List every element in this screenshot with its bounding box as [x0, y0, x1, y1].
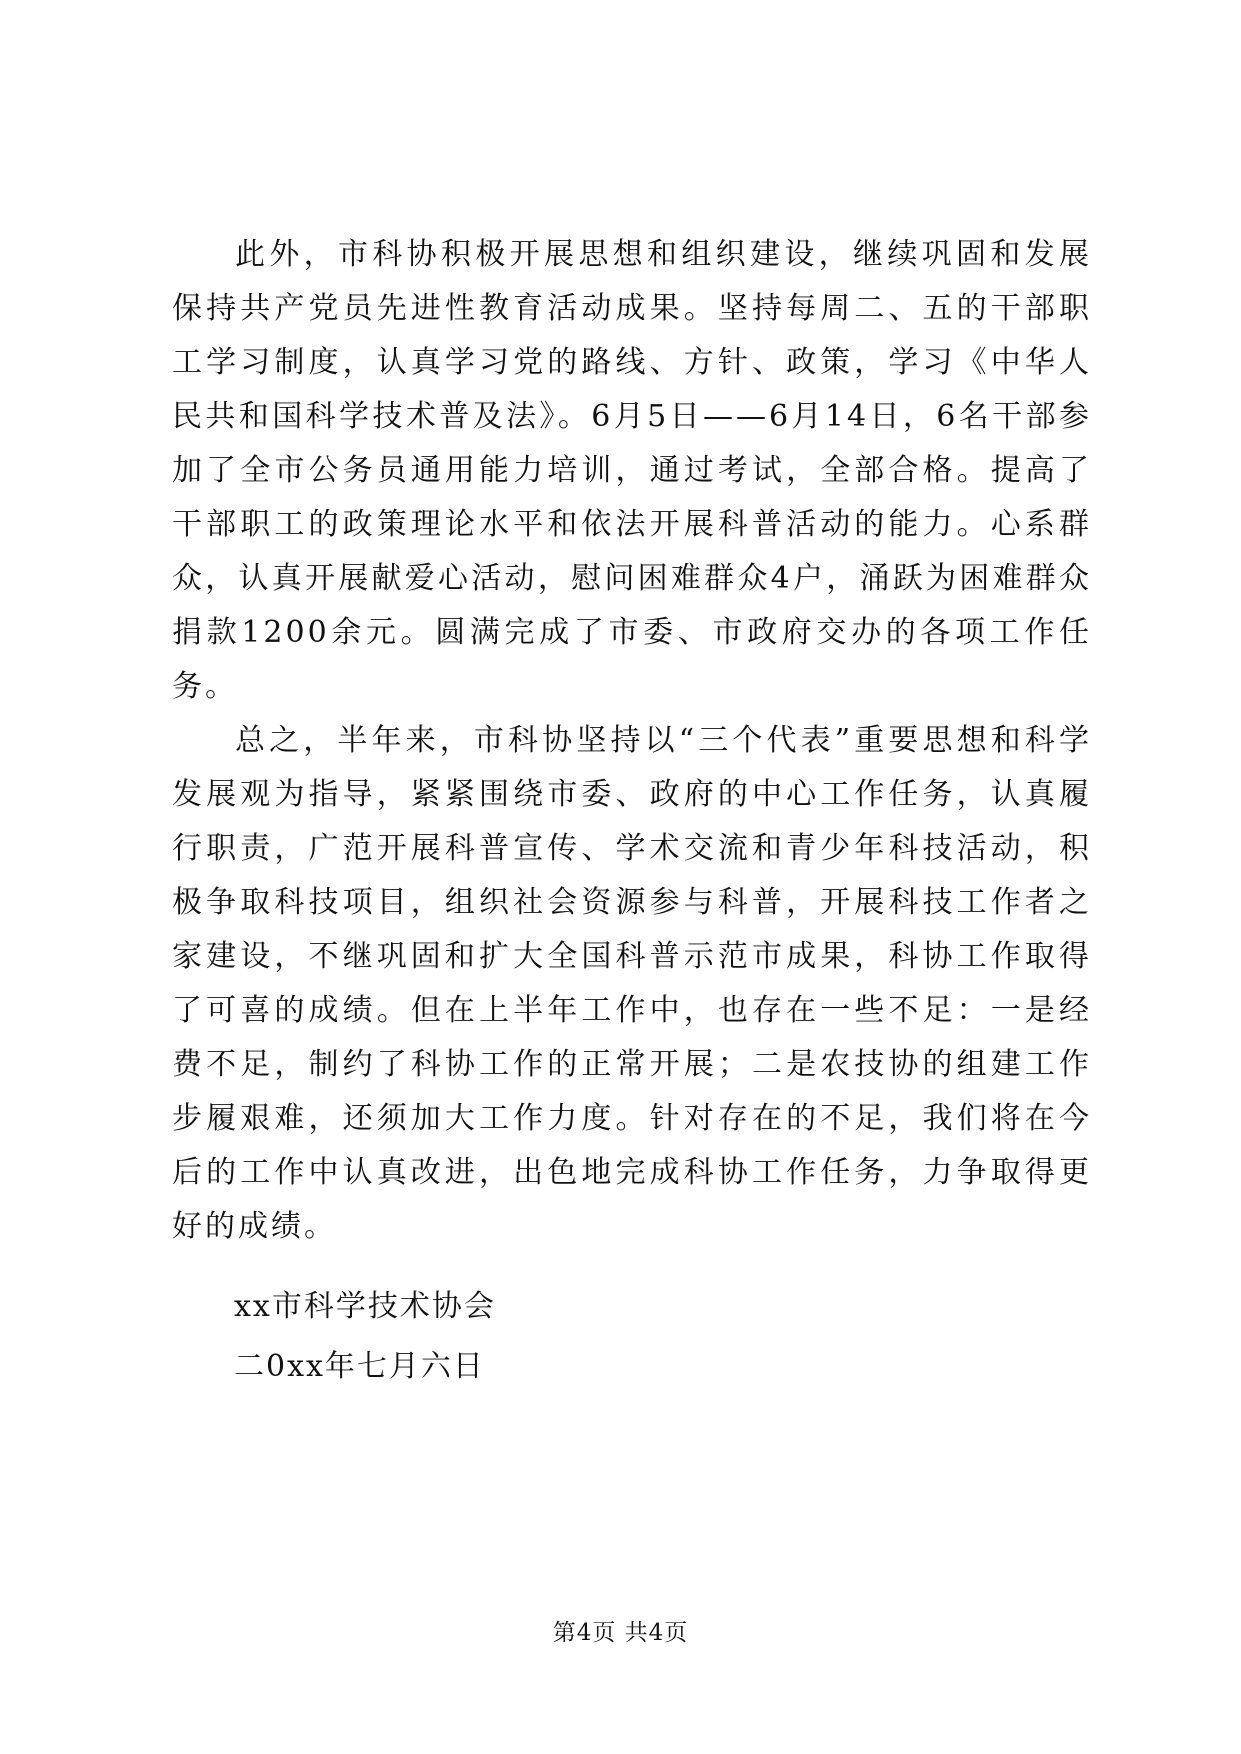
paragraph-2: 总之，半年来，市科协坚持以“三个代表”重要思想和科学发展观为指导，紧紧围绕市委、政府的中心工作任务，认真履行职责，广范开展科普宣传、学术交流和青少年科技活动，积极争取科技项目，组织社会资源参与科普，开展科技工作者之家建设，不继巩固和扩大全国科普示范市成果，科协工作取得了可喜的成绩。但在上半年工作中，也存在一些不足：一是经费不足，制约了科协工作的正常开展；二是农技协的组建工作步履艰难，还须加大工作力度。针对存在的不足，我们将在今后的工作中认真改进，出色地完成科协工作任务，力争取得更好的成绩。 [172, 723, 1092, 1244]
signature-organization: xx市科学技术协会 [234, 1289, 496, 1324]
paragraph-1: 此外，市科协积极开展思想和组织建设，继续巩固和发展保持共产党员先进性教育活动成果。坚持每周二、五的干部职工学习制度，认真学习党的路线、方针、政策，学习《中华人民共和国科学技术普及法》。6月5日——6月14日，6名干部参加了全市公务员通用能力培训，通过考试，全部合格。提高了干部职工的政策理论水平和依法开展科普活动的能力。心系群众，认真开展献爱心活动，慰问困难群众4户，涌跃为困难群众捐款1200余元。圆满完成了市委、市政府交办的各项工作任务。 [172, 237, 1092, 704]
document-body [172, 228, 1092, 1254]
page-footer: 第4页 共4页 [552, 1620, 689, 1646]
signature-date: 二0xx年七月六日 [234, 1349, 485, 1384]
